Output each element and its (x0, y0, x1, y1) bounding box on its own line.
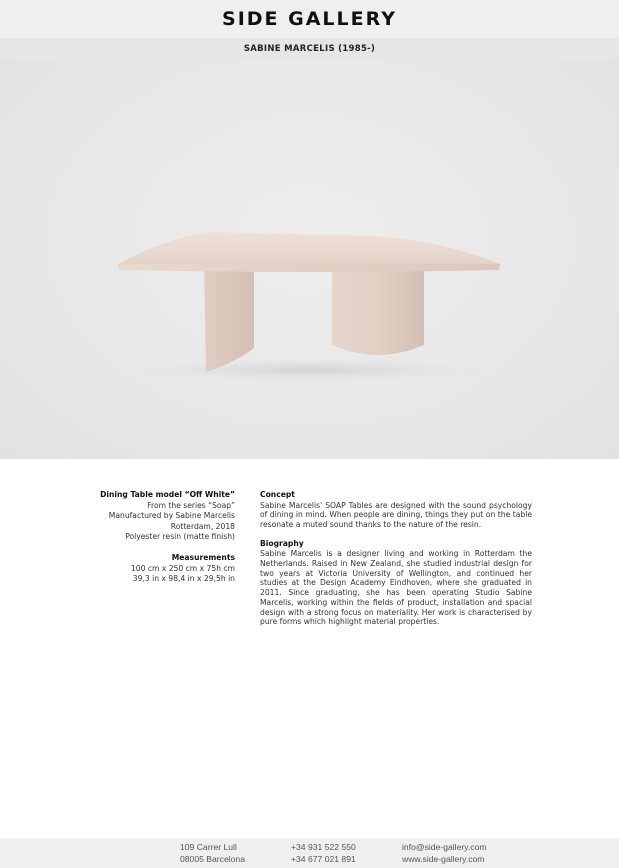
footer-address (180, 842, 245, 865)
artwork-manufacturer: Manufactured by Sabine Marcelis (108, 511, 235, 521)
artwork-material: Polyester resin (matte finish) (125, 532, 235, 542)
measurements-cm: 100 cm x 250 cm x 75h cm (130, 563, 235, 573)
biography-text: Sabine Marcelis is a designer living and working in Rotterdam the Netherlands. Raised in New Zealand, she studied industrial design for two years at Victoria University of Wellington, and continued her studies at the Design Academy Eindhoven, where she graduated in 2011. Since graduating, she has been operating Studio Sabine Marcelis, working within the fields of product, installation and spacial design with a strong focus on materiality. Her work is characterised by pure forms which highlight material properties. (260, 549, 532, 627)
address-line-1: 109 Carrer Lull (180, 842, 237, 852)
concept-text: Sabine Marcelis' SOAP Tables are designed with the sound psychology of dining in mind. When people are dining, things they put on the table resonate a muted sound thanks to the nature of the resin. (260, 500, 532, 529)
website-link[interactable]: www.side-gallery.com (402, 853, 485, 864)
table-top-surface (118, 232, 500, 264)
artwork-series: From the series “Soap” (147, 500, 235, 510)
artwork-title: Dining Table model “Off White” (100, 490, 235, 499)
product-photo (0, 60, 619, 459)
phone-1[interactable]: +34 931 522 550 (291, 842, 356, 852)
footer-phones (291, 842, 356, 865)
table-leg-left (204, 264, 254, 372)
artwork-details (60, 490, 235, 585)
artist-name: SABINE MARCELIS (1985-) (243, 44, 376, 54)
address-line-2: 08005 Barcelona (180, 853, 245, 864)
measurements-in: 39,3 in x 98,4 in x 29,5h in (132, 574, 235, 584)
table-top-edge (118, 264, 500, 272)
biography-heading: Biography (260, 538, 304, 548)
footer-contact (402, 842, 487, 865)
concept-heading: Concept (260, 490, 295, 499)
phone-2[interactable]: +34 677 021 891 (291, 853, 356, 864)
gallery-logo: SIDE GALLERY (222, 8, 397, 30)
table-leg-right (332, 264, 424, 355)
measurements-label: Measurements (171, 552, 235, 562)
table-shadow (110, 356, 510, 384)
header-bar (0, 0, 619, 38)
table-illustration (0, 60, 619, 459)
email-link[interactable]: info@side-gallery.com (402, 842, 487, 852)
description (260, 490, 532, 627)
artist-bar (0, 38, 619, 60)
footer (0, 838, 619, 868)
artwork-place-year: Rotterdam, 2018 (170, 521, 235, 531)
